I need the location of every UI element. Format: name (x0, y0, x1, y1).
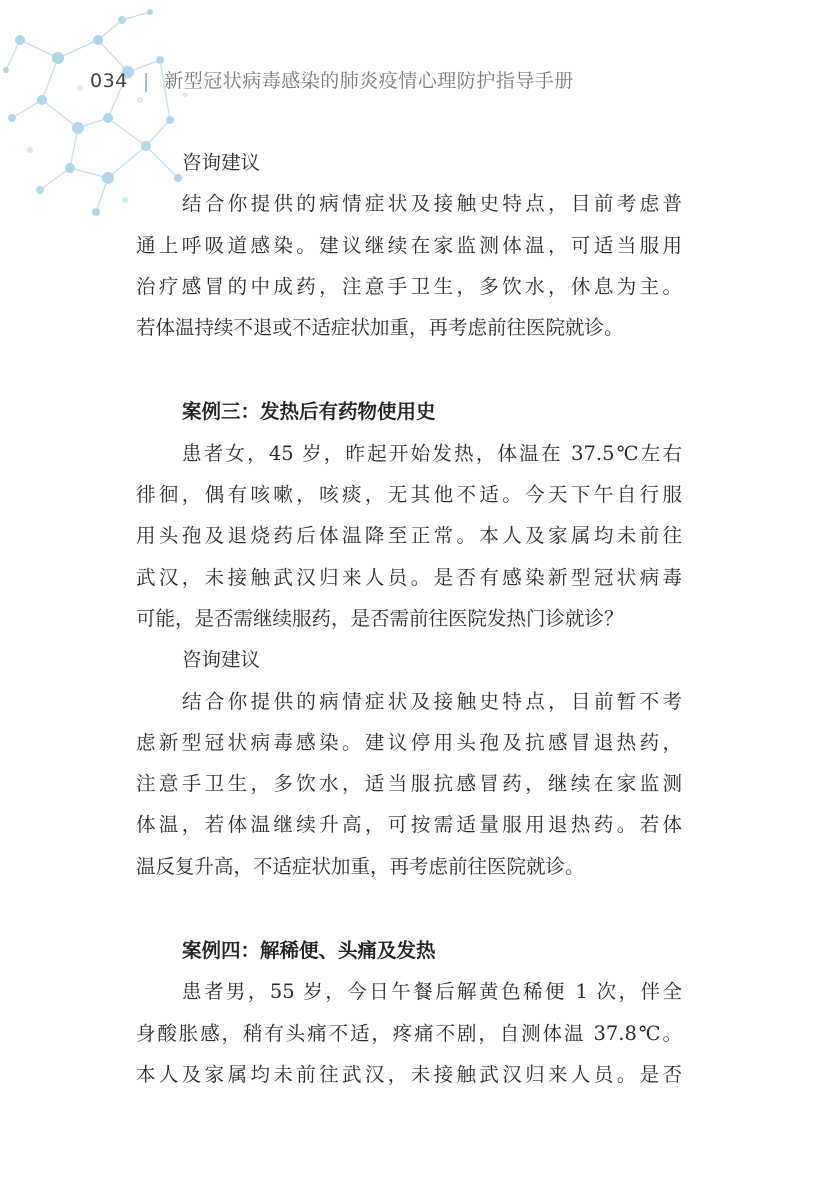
paragraph (136, 183, 682, 348)
text-line: 患者男，55 岁，今日午餐后解黄色稀便 1 次，伴全 (182, 980, 682, 1004)
section-gap (136, 887, 682, 930)
text-line: 治疗感冒的中成药，注意手卫生，多饮水，休息为主。 (136, 274, 682, 298)
paragraph (136, 971, 682, 1095)
text-line: 温反复升高，不适症状加重，再考虑前往医院就诊。 (136, 854, 585, 878)
text-line: 结合你提供的病情症状及接触史特点，目前考虑普 (182, 192, 682, 216)
consult-advice-heading: 咨询建议 (182, 151, 261, 174)
text-line: 可能，是否需继续服药，是否需前往医院发热门诊就诊？ (136, 606, 624, 630)
running-header (90, 66, 574, 93)
text-line: 用头孢及退烧药后体温降至正常。本人及家属均未前往 (136, 524, 682, 548)
text-line: 体温，若体温继续升高，可按需适量服用退热药。若体 (136, 813, 682, 837)
case-four-heading: 案例四：解稀便、头痛及发热 (182, 939, 436, 963)
text-line: 若体温持续不退或不适症状加重，再考虑前往医院就诊。 (136, 316, 624, 340)
section-gap (136, 348, 682, 391)
text-line: 武汉，未接触武汉归来人员。是否有感染新型冠状病毒 (136, 565, 682, 589)
page-number: 034 (90, 70, 128, 92)
book-title: 新型冠状病毒感染的肺炎疫情心理防护指导手册 (164, 70, 574, 92)
text-line: 徘徊，偶有咳嗽，咳痰，无其他不适。今天下午自行服 (136, 483, 682, 507)
page-body (136, 142, 682, 1095)
header-separator: | (142, 70, 150, 92)
text-line: 结合你提供的病情症状及接触史特点，目前暂不考 (182, 689, 682, 713)
text-line: 虑新型冠状病毒感染。建议停用头孢及抗感冒退热药， (136, 730, 682, 754)
text-line: 本人及家属均未前往武汉，未接触武汉归来人员。是否 (136, 1062, 682, 1086)
text-line: 患者女，45 岁，昨起开始发热，体温在 37.5℃左右 (182, 441, 682, 465)
case-three-heading: 案例三：发热后有药物使用史 (182, 400, 436, 424)
text-line: 通上呼吸道感染。建议继续在家监测体温，可适当服用 (136, 233, 682, 257)
text-line: 身酸胀感，稍有头痛不适，疼痛不剧，自测体温 37.8℃。 (136, 1021, 682, 1045)
paragraph (136, 433, 682, 639)
text-line: 注意手卫生，多饮水，适当服抗感冒药，继续在家监测 (136, 772, 682, 796)
paragraph (136, 681, 682, 887)
consult-advice-heading: 咨询建议 (182, 648, 261, 672)
